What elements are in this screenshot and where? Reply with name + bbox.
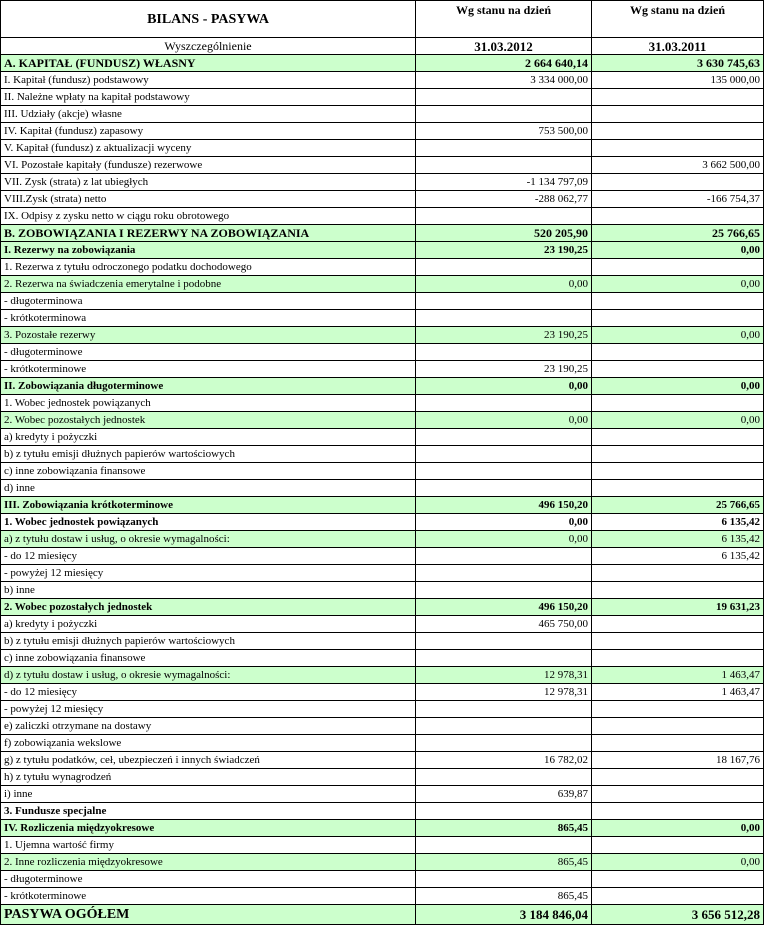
table-row: [1, 616, 764, 633]
value-2012: 3 334 000,00: [416, 72, 592, 89]
value-2011: [592, 140, 764, 157]
date-header-1: 31.03.2012: [416, 38, 592, 55]
value-2012: 0,00: [416, 531, 592, 548]
value-2012: [416, 293, 592, 310]
value-2012: 23 190,25: [416, 327, 592, 344]
table-row: [1, 327, 764, 344]
value-2011: 6 135,42: [592, 531, 764, 548]
value-2012: [416, 548, 592, 565]
row-label: b) z tytułu emisji dłużnych papierów wartościowych: [1, 633, 416, 650]
value-2012: [416, 837, 592, 854]
row-label: d) inne: [1, 480, 416, 497]
header-row: [1, 1, 764, 38]
value-2011: [592, 293, 764, 310]
row-label: 1. Wobec jednostek powiązanych: [1, 514, 416, 531]
value-2012: [416, 140, 592, 157]
value-2011: 1 463,47: [592, 667, 764, 684]
value-2011: [592, 123, 764, 140]
column-header-2: Wg stanu na dzień: [592, 1, 764, 38]
value-2011: [592, 735, 764, 752]
row-label: IV. Rozliczenia międzyokresowe: [1, 820, 416, 837]
value-2012: [416, 395, 592, 412]
value-2011: 3 662 500,00: [592, 157, 764, 174]
value-2012: [416, 871, 592, 888]
value-2011: [592, 480, 764, 497]
value-2012: [416, 259, 592, 276]
value-2012: [416, 106, 592, 123]
row-label: - powyżej 12 miesięcy: [1, 701, 416, 718]
value-2012: [416, 633, 592, 650]
table-row: [1, 888, 764, 905]
value-2011: 0,00: [592, 820, 764, 837]
row-label: i) inne: [1, 786, 416, 803]
value-2012: 23 190,25: [416, 242, 592, 259]
value-2011: [592, 616, 764, 633]
row-label: 1. Ujemna wartość firmy: [1, 837, 416, 854]
table-row: [1, 72, 764, 89]
table-row: [1, 191, 764, 208]
row-label: d) z tytułu dostaw i usług, o okresie wymagalności:: [1, 667, 416, 684]
value-2012: 639,87: [416, 786, 592, 803]
table-row: [1, 531, 764, 548]
value-2012: 12 978,31: [416, 667, 592, 684]
table-row: [1, 157, 764, 174]
value-2012: 2 664 640,14: [416, 55, 592, 72]
value-2012: [416, 157, 592, 174]
value-2012: -288 062,77: [416, 191, 592, 208]
row-label: - długoterminowe: [1, 344, 416, 361]
row-label: c) inne zobowiązania finansowe: [1, 463, 416, 480]
table-row: [1, 667, 764, 684]
table-row: [1, 225, 764, 242]
value-2012: [416, 310, 592, 327]
table-row: [1, 208, 764, 225]
row-label: 2. Inne rozliczenia międzyokresowe: [1, 854, 416, 871]
value-2011: [592, 582, 764, 599]
table-row: [1, 361, 764, 378]
value-2011: [592, 208, 764, 225]
table-row: [1, 701, 764, 718]
table-row: [1, 735, 764, 752]
table-row: [1, 89, 764, 106]
value-2011: [592, 701, 764, 718]
row-label: V. Kapitał (fundusz) z aktualizacji wyceny: [1, 140, 416, 157]
table-row: [1, 293, 764, 310]
table-row: [1, 820, 764, 837]
value-2011: [592, 888, 764, 905]
value-2012: 3 184 846,04: [416, 905, 592, 925]
row-label: VII. Zysk (strata) z lat ubiegłych: [1, 174, 416, 191]
table-row: [1, 378, 764, 395]
table-row: [1, 123, 764, 140]
table-row: [1, 837, 764, 854]
table-row: [1, 803, 764, 820]
table-row: [1, 650, 764, 667]
table-row: [1, 599, 764, 616]
value-2011: 19 631,23: [592, 599, 764, 616]
table-row: [1, 480, 764, 497]
value-2011: 6 135,42: [592, 548, 764, 565]
value-2012: 0,00: [416, 514, 592, 531]
value-2012: [416, 429, 592, 446]
total-row: [1, 905, 764, 925]
value-2011: [592, 361, 764, 378]
value-2011: [592, 718, 764, 735]
row-label: g) z tytułu podatków, ceł, ubezpieczeń i innych świadczeń: [1, 752, 416, 769]
value-2012: 0,00: [416, 276, 592, 293]
table-row: [1, 174, 764, 191]
value-2011: 0,00: [592, 242, 764, 259]
row-label: VIII.Zysk (strata) netto: [1, 191, 416, 208]
value-2012: 0,00: [416, 412, 592, 429]
table-row: [1, 344, 764, 361]
value-2012: [416, 718, 592, 735]
table-row: [1, 242, 764, 259]
table-row: [1, 55, 764, 72]
value-2012: [416, 701, 592, 718]
row-label: 2. Wobec pozostałych jednostek: [1, 412, 416, 429]
value-2011: [592, 650, 764, 667]
row-label: I. Rezerwy na zobowiązania: [1, 242, 416, 259]
table-row: [1, 854, 764, 871]
value-2012: [416, 89, 592, 106]
value-2011: 0,00: [592, 327, 764, 344]
table-row: [1, 769, 764, 786]
value-2012: 496 150,20: [416, 497, 592, 514]
value-2011: 0,00: [592, 412, 764, 429]
value-2011: [592, 769, 764, 786]
row-label: 1. Wobec jednostek powiązanych: [1, 395, 416, 412]
value-2012: 465 750,00: [416, 616, 592, 633]
row-label: II. Należne wpłaty na kapitał podstawowy: [1, 89, 416, 106]
value-2011: [592, 463, 764, 480]
row-label: - powyżej 12 miesięcy: [1, 565, 416, 582]
table-row: [1, 633, 764, 650]
value-2011: [592, 259, 764, 276]
value-2012: 865,45: [416, 820, 592, 837]
table-row: [1, 429, 764, 446]
value-2011: [592, 837, 764, 854]
value-2011: 1 463,47: [592, 684, 764, 701]
table-row: [1, 582, 764, 599]
row-label: I. Kapitał (fundusz) podstawowy: [1, 72, 416, 89]
value-2012: [416, 565, 592, 582]
value-2012: [416, 769, 592, 786]
row-label: - krótkoterminowe: [1, 361, 416, 378]
value-2012: [416, 480, 592, 497]
table-row: [1, 259, 764, 276]
value-2011: 3 630 745,63: [592, 55, 764, 72]
row-label: c) inne zobowiązania finansowe: [1, 650, 416, 667]
value-2011: [592, 565, 764, 582]
row-label: b) z tytułu emisji dłużnych papierów wartościowych: [1, 446, 416, 463]
row-label: f) zobowiązania wekslowe: [1, 735, 416, 752]
value-2012: 865,45: [416, 854, 592, 871]
table-row: [1, 497, 764, 514]
value-2011: [592, 310, 764, 327]
row-label: IV. Kapitał (fundusz) zapasowy: [1, 123, 416, 140]
value-2011: -166 754,37: [592, 191, 764, 208]
table-row: [1, 446, 764, 463]
value-2011: [592, 106, 764, 123]
value-2012: 0,00: [416, 378, 592, 395]
column-header-1: Wg stanu na dzień: [416, 1, 592, 38]
table-row: [1, 752, 764, 769]
row-label: - długoterminowe: [1, 871, 416, 888]
row-label: - do 12 miesięcy: [1, 684, 416, 701]
value-2011: [592, 89, 764, 106]
value-2012: 12 978,31: [416, 684, 592, 701]
value-2011: [592, 871, 764, 888]
table-row: [1, 276, 764, 293]
row-label: - krótkoterminowa: [1, 310, 416, 327]
value-2011: 0,00: [592, 854, 764, 871]
value-2011: [592, 633, 764, 650]
row-label: h) z tytułu wynagrodzeń: [1, 769, 416, 786]
value-2012: 753 500,00: [416, 123, 592, 140]
table-row: [1, 412, 764, 429]
row-label: A. KAPITAŁ (FUNDUSZ) WŁASNY: [1, 55, 416, 72]
row-label: e) zaliczki otrzymane na dostawy: [1, 718, 416, 735]
balance-rows: [1, 55, 764, 925]
row-label: a) kredyty i pożyczki: [1, 429, 416, 446]
table-row: [1, 684, 764, 701]
table-row: [1, 106, 764, 123]
value-2011: 25 766,65: [592, 225, 764, 242]
row-label: II. Zobowiązania długoterminowe: [1, 378, 416, 395]
table-row: [1, 514, 764, 531]
table-row: [1, 140, 764, 157]
table-row: [1, 718, 764, 735]
value-2012: [416, 344, 592, 361]
value-2012: [416, 208, 592, 225]
row-label: PASYWA OGÓŁEM: [1, 905, 416, 925]
value-2012: 865,45: [416, 888, 592, 905]
row-label: VI. Pozostałe kapitały (fundusze) rezerwowe: [1, 157, 416, 174]
table-row: [1, 565, 764, 582]
description-header: Wyszczególnienie: [1, 38, 416, 55]
value-2011: [592, 429, 764, 446]
date-row: [1, 38, 764, 55]
table-row: [1, 871, 764, 888]
table-row: [1, 395, 764, 412]
value-2012: 520 205,90: [416, 225, 592, 242]
row-label: 3. Fundusze specjalne: [1, 803, 416, 820]
row-label: 3. Pozostałe rezerwy: [1, 327, 416, 344]
row-label: a) z tytułu dostaw i usług, o okresie wymagalności:: [1, 531, 416, 548]
value-2011: [592, 344, 764, 361]
table-row: [1, 786, 764, 803]
row-label: - długoterminowa: [1, 293, 416, 310]
value-2012: [416, 463, 592, 480]
value-2012: [416, 446, 592, 463]
row-label: IX. Odpisy z zysku netto w ciągu roku obrotowego: [1, 208, 416, 225]
value-2011: [592, 803, 764, 820]
value-2011: [592, 446, 764, 463]
value-2011: 6 135,42: [592, 514, 764, 531]
row-label: B. ZOBOWIĄZANIA I REZERWY NA ZOBOWIĄZANIA: [1, 225, 416, 242]
row-label: - do 12 miesięcy: [1, 548, 416, 565]
value-2011: 18 167,76: [592, 752, 764, 769]
row-label: 2. Wobec pozostałych jednostek: [1, 599, 416, 616]
row-label: 1. Rezerwa z tytułu odroczonego podatku dochodowego: [1, 259, 416, 276]
table-row: [1, 548, 764, 565]
value-2011: 3 656 512,28: [592, 905, 764, 925]
value-2012: 23 190,25: [416, 361, 592, 378]
date-header-2: 31.03.2011: [592, 38, 764, 55]
value-2012: [416, 803, 592, 820]
sheet-title: BILANS - PASYWA: [1, 1, 416, 38]
table-row: [1, 310, 764, 327]
row-label: III. Zobowiązania krótkoterminowe: [1, 497, 416, 514]
table-row: [1, 463, 764, 480]
row-label: - krótkoterminowe: [1, 888, 416, 905]
value-2011: [592, 174, 764, 191]
value-2011: 25 766,65: [592, 497, 764, 514]
value-2011: [592, 395, 764, 412]
value-2012: [416, 650, 592, 667]
row-label: III. Udziały (akcje) własne: [1, 106, 416, 123]
value-2012: 496 150,20: [416, 599, 592, 616]
value-2012: [416, 582, 592, 599]
row-label: 2. Rezerwa na świadczenia emerytalne i podobne: [1, 276, 416, 293]
value-2011: 0,00: [592, 276, 764, 293]
value-2011: [592, 786, 764, 803]
row-label: b) inne: [1, 582, 416, 599]
value-2012: [416, 735, 592, 752]
row-label: a) kredyty i pożyczki: [1, 616, 416, 633]
value-2012: 16 782,02: [416, 752, 592, 769]
value-2012: -1 134 797,09: [416, 174, 592, 191]
value-2011: 135 000,00: [592, 72, 764, 89]
value-2011: 0,00: [592, 378, 764, 395]
